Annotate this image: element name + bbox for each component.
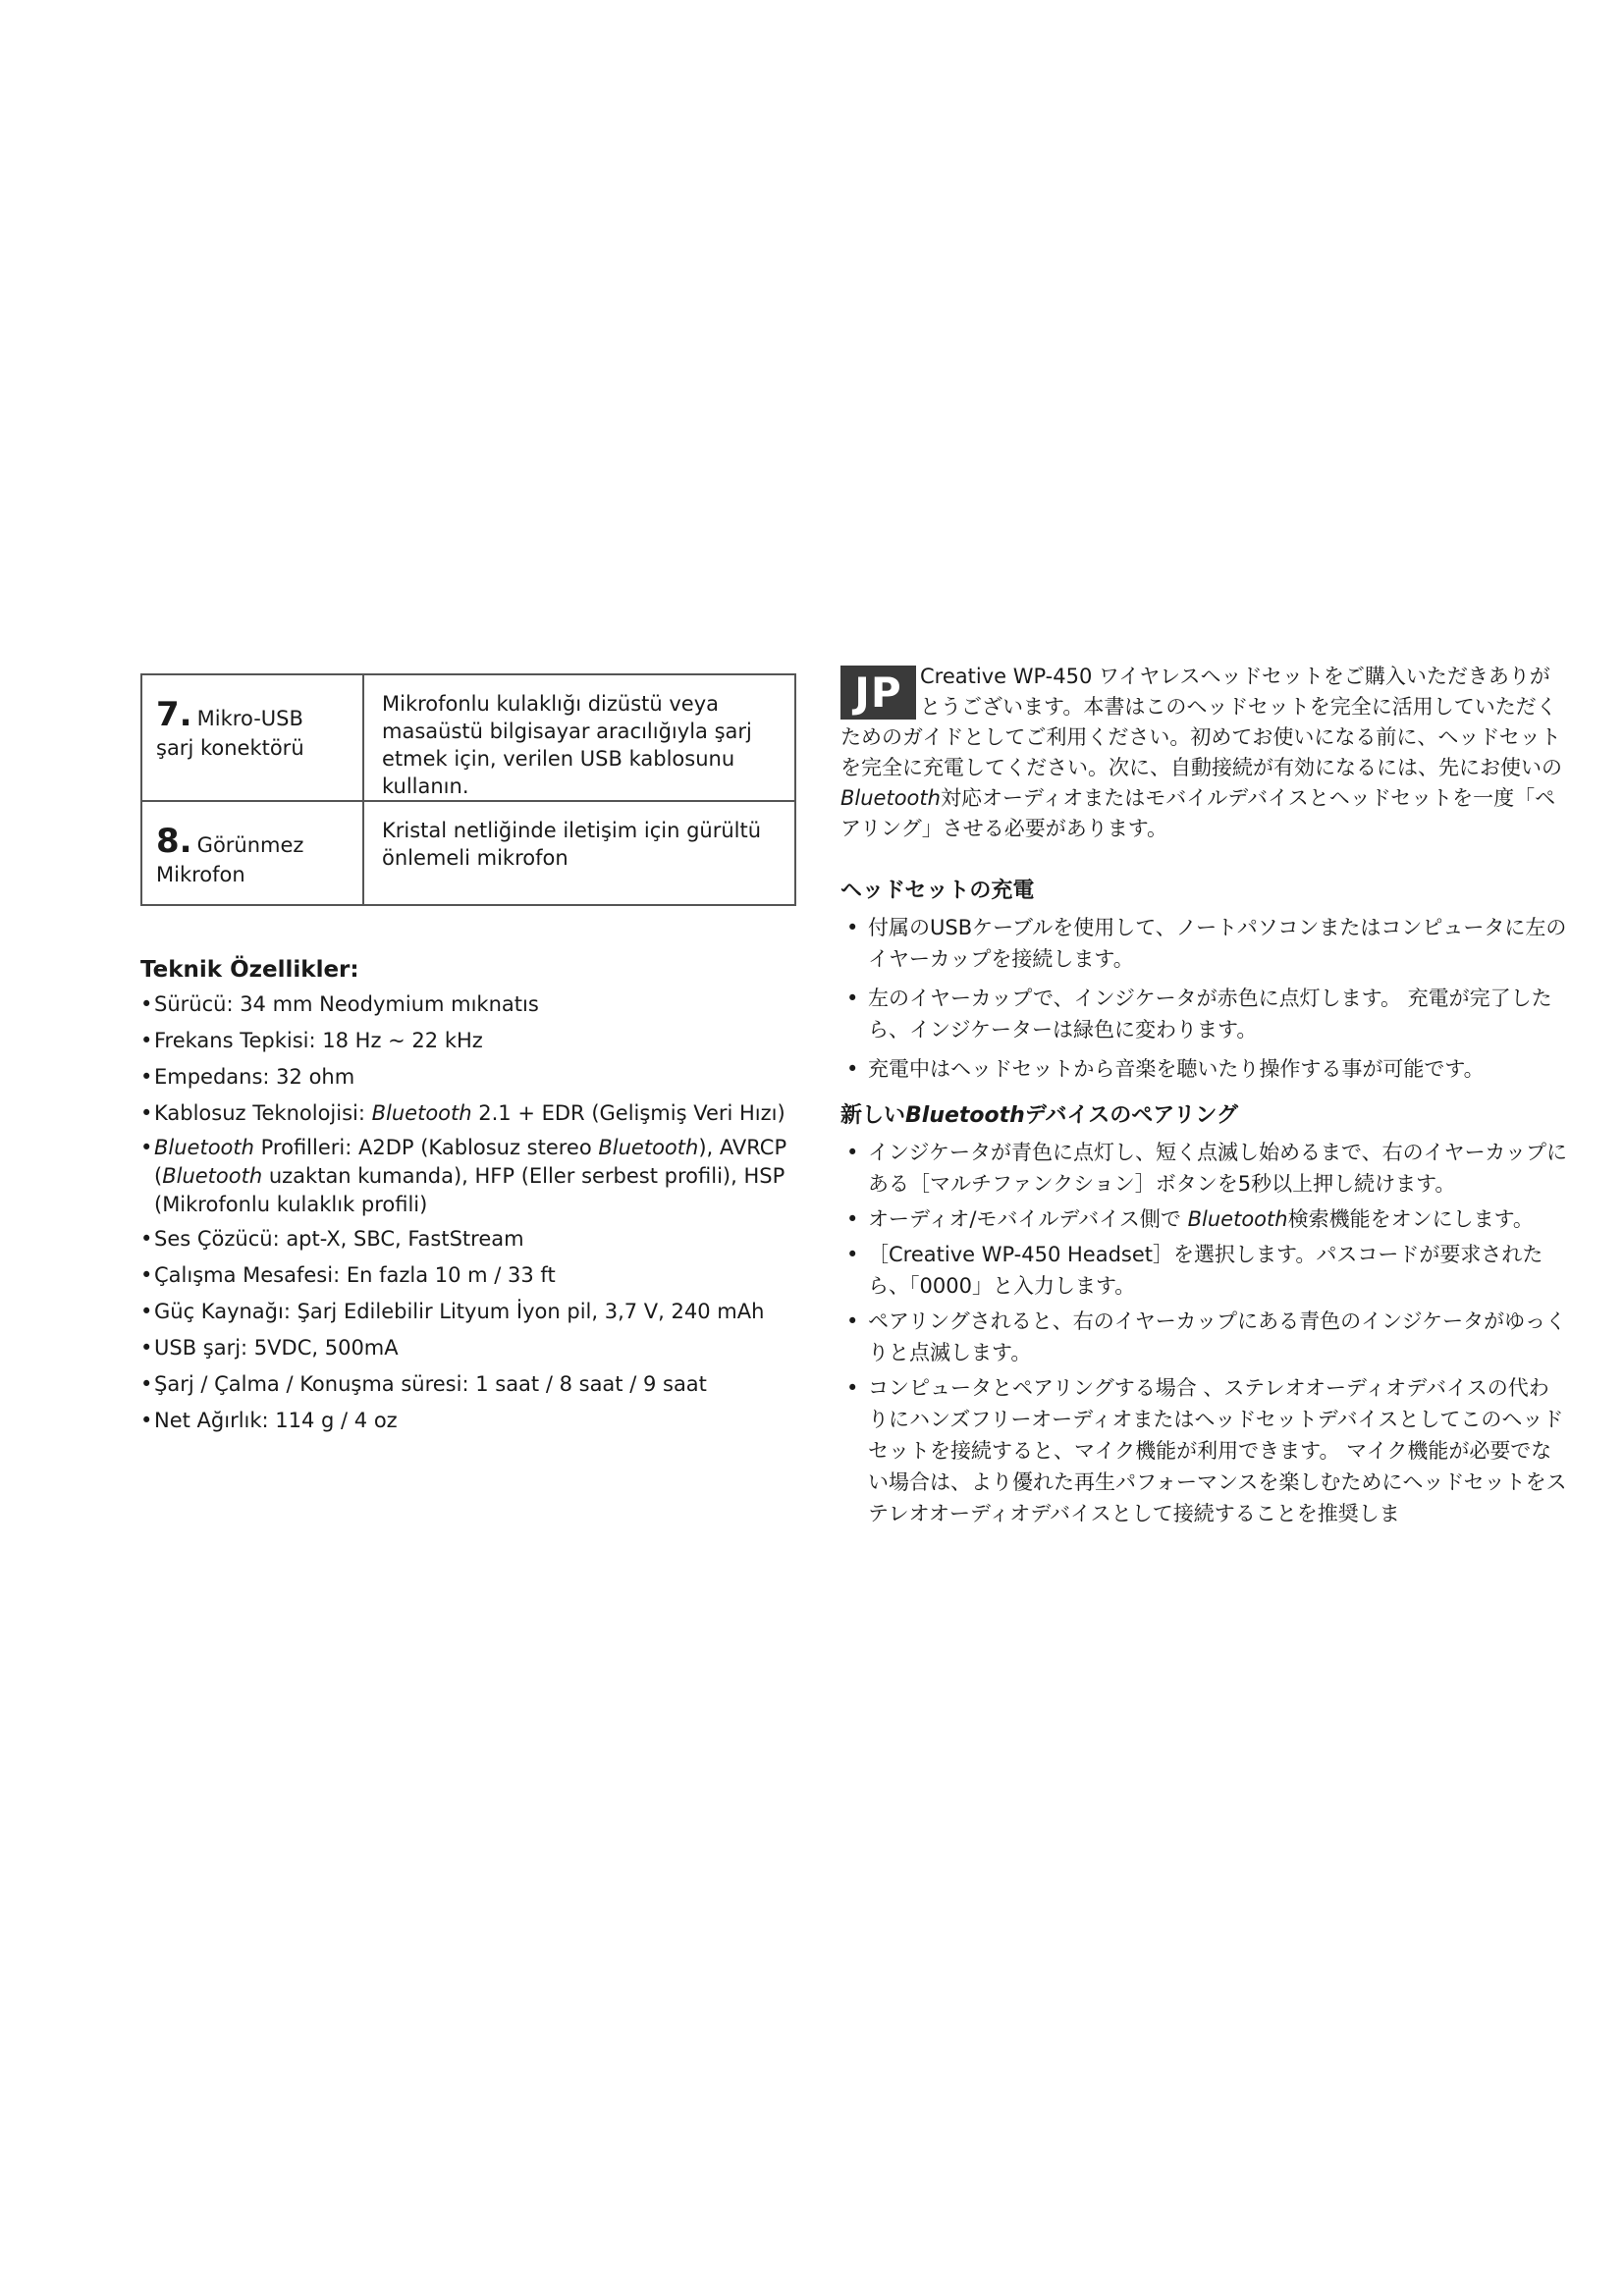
spec-item: • Empedans: 32 ohm xyxy=(140,1063,796,1092)
list-item: • 左のイヤーカップで、インジケータが赤色に点灯します。 充電が完了したら、インジケーターは緑色に変わります。 xyxy=(840,983,1567,1045)
spec-item: • Frekans Tepkisi: 18 Hz ~ 22 kHz xyxy=(140,1027,796,1055)
list-item: • 充電中はヘッドセットから音楽を聴いたり操作する事が可能です。 xyxy=(840,1053,1567,1085)
feature-description: Mikrofonlu kulaklığı dizüstü veya masaüstü bilgisayar aracılığıyla şarj etmek için, verilen USB kablosunu kullanın. xyxy=(363,674,795,801)
spec-item: • Ses Çözücü: apt-X, SBC, FastStream xyxy=(140,1225,796,1254)
list-item: • ペアリングされると、右のイヤーカップにある青色のインジケータがゆっくりと点滅します。 xyxy=(840,1306,1567,1368)
pairing-list xyxy=(840,1137,1567,1529)
intro-text: 対応オーディオまたはモバイルデバイスとヘッドセットを一度「ペアリング」させる必要があります。 xyxy=(840,786,1556,840)
feature-label: Mikro-USB xyxy=(196,707,303,730)
feature-number: 7. xyxy=(156,695,192,734)
table-row xyxy=(141,801,795,905)
pairing-heading xyxy=(840,1098,1567,1129)
list-item: • ［Creative WP-450 Headset］を選択します。パスコードが要求されたら、「0000」と入力します。 xyxy=(840,1239,1567,1302)
spec-text: 2.1 + EDR (Gelişmiş Veri Hızı) xyxy=(478,1101,785,1125)
jp-intro xyxy=(840,662,1567,844)
spec-item xyxy=(140,1099,796,1128)
spec-text: Profilleri: A2DP (Kablosuz stereo xyxy=(260,1136,592,1159)
feature-table xyxy=(140,673,796,906)
bluetooth-term: Bluetooth xyxy=(598,1136,699,1159)
charge-list xyxy=(840,912,1567,1085)
heading-text: デバイスのペアリング xyxy=(1024,1103,1238,1128)
feature-description: Kristal netliğinde iletişim için gürültü önlemeli mikrofon xyxy=(363,801,795,905)
bluetooth-term: Bluetooth xyxy=(905,1103,1025,1128)
spec-item: • Çalışma Mesafesi: En fazla 10 m / 33 ft xyxy=(140,1261,796,1290)
bluetooth-term: Bluetooth xyxy=(371,1101,472,1125)
feature-label: Mikrofon xyxy=(156,863,245,886)
spec-text: uzaktan kumanda), HFP (Eller serbest profili), HSP (Mikrofonlu kulaklık profili) xyxy=(154,1164,785,1216)
feature-number: 8. xyxy=(156,822,192,861)
specs-list xyxy=(140,990,796,1435)
bluetooth-term: Bluetooth xyxy=(154,1136,254,1159)
feature-label: Görünmez xyxy=(196,833,304,857)
spec-item: • Güç Kaynağı: Şarj Edilebilir Lityum İyon pil, 3,7 V, 240 mAh xyxy=(140,1298,796,1326)
list-item: • インジケータが青色に点灯し、短く点滅し始めるまで、右のイヤーカップにある［マルチファンクション］ボタンを5秒以上押し続けます。 xyxy=(840,1137,1567,1200)
bluetooth-term: Bluetooth xyxy=(162,1164,263,1188)
feature-label: şarj konektörü xyxy=(156,736,304,760)
right-column xyxy=(840,662,1567,1533)
language-badge: JP xyxy=(840,666,916,720)
specs-title: Teknik Özellikler: xyxy=(140,957,359,983)
spec-item: • Şarj / Çalma / Konuşma süresi: 1 saat / 8 saat / 9 saat xyxy=(140,1370,796,1399)
feature-name-cell xyxy=(141,801,363,905)
left-column xyxy=(140,673,796,1443)
spec-item: • USB şarj: 5VDC, 500mA xyxy=(140,1334,796,1362)
table-row xyxy=(141,674,795,801)
spec-item: • Sürücü: 34 mm Neodymium mıknatıs xyxy=(140,990,796,1019)
charge-heading: ヘッドセットの充電 xyxy=(840,879,1035,903)
bluetooth-term: Bluetooth xyxy=(1187,1207,1288,1231)
list-item xyxy=(840,1203,1567,1235)
spec-text: Kablosuz Teknolojisi: xyxy=(154,1101,365,1125)
heading-text: 新しい xyxy=(840,1103,906,1128)
list-item: • 付属のUSBケーブルを使用して、ノートパソコンまたはコンピュータに左のイヤーカップを接続します。 xyxy=(840,912,1567,975)
spec-item xyxy=(140,1134,796,1219)
spec-item: • Net Ağırlık: 114 g / 4 oz xyxy=(140,1407,796,1435)
spec-text: ), AVRCP ( xyxy=(154,1136,787,1188)
item-text: 検索機能をオンにします。 xyxy=(1287,1207,1534,1231)
intro-text: Creative WP-450 ワイヤレスヘッドセットをご購入いただきありがとうございます。本書はこのヘッドセットを完全に活用していただくためのガイドとしてご利用ください。初めてお使いになる前に、ヘッドセットを完全に充電してください。次に、自動接続が有効になるには、先にお使いの xyxy=(840,665,1562,779)
item-text: オーディオ/モバイルデバイス側で xyxy=(868,1207,1181,1231)
bluetooth-term: Bluetooth xyxy=(840,786,941,810)
feature-name-cell xyxy=(141,674,363,801)
list-item: • コンピュータとペアリングする場合 、ステレオオーディオデバイスの代わりにハンズフリーオーディオまたはヘッドセットデバイスとしてこのヘッドセットを接続すると、マイク機能が利用できます。 マイク機能が必要でない場合は、より優れた再生パフォーマンスを楽しむためにヘッドセットをステレオオーディオデバイスとして接続することを推奨しま xyxy=(840,1372,1567,1529)
